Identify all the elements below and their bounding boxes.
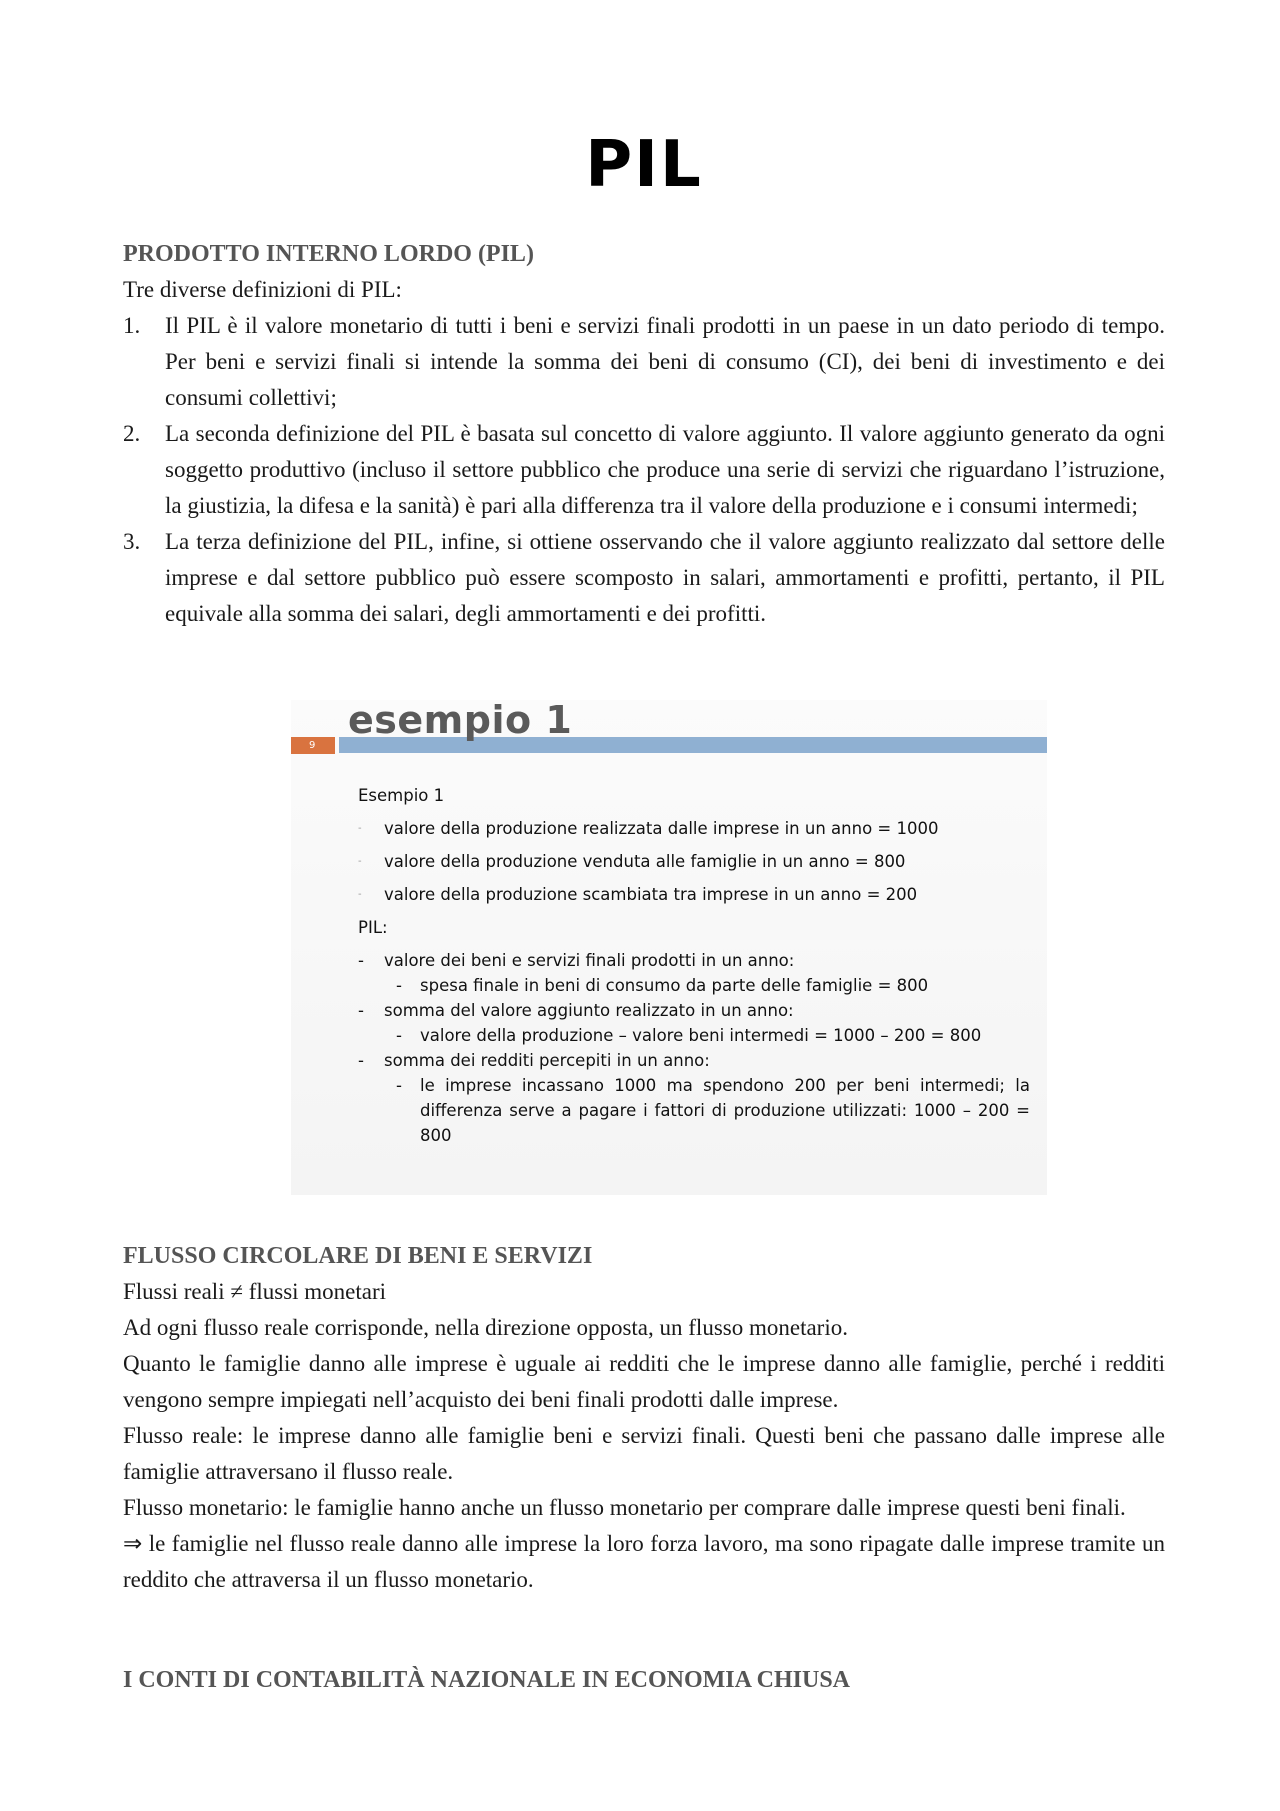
- slide-pil-subitem: - spesa finale in beni di consumo da parte delle famiglie = 800: [358, 973, 1030, 998]
- section-conti: [123, 1662, 1165, 1698]
- section-pil: [123, 236, 1165, 632]
- example-slide-image: [291, 700, 1047, 1195]
- bullet-icon: -: [358, 889, 362, 900]
- slide-body: [358, 786, 1030, 1148]
- slide-pil-label: PIL:: [358, 918, 388, 937]
- section-heading-conti: I CONTI DI CONTABILITÀ NAZIONALE IN ECONOMIA CHIUSA: [123, 1667, 851, 1693]
- dash-icon: -: [396, 1026, 402, 1045]
- item-text: La terza definizione del PIL, infine, si ottiene osservando che il valore aggiunto realizzato dal settore delle imprese e dal settore pubblico può essere scomposto in salari, ammortamenti e profitti, pertanto, il PIL equivale alla somma dei salari, degli ammortamenti e dei profitti.: [165, 529, 1165, 626]
- dash-icon: -: [396, 1076, 402, 1095]
- slide-number-badge: 9: [291, 737, 335, 754]
- slide-data-point: - valore della produzione realizzata dalle imprese in un anno = 1000: [358, 819, 939, 838]
- slide-pil-subitem: - valore della produzione – valore beni intermedi = 1000 – 200 = 800: [358, 1023, 1030, 1048]
- paragraph: Ad ogni flusso reale corrisponde, nella direzione opposta, un flusso monetario.: [123, 1315, 848, 1340]
- paragraph: ⇒ le famiglie nel flusso reale danno alle imprese la loro forza lavoro, ma sono ripagate dalle imprese tramite un reddito che attraversa il un flusso monetario.: [123, 1531, 1165, 1592]
- intro-text: Tre diverse definizioni di PIL:: [123, 277, 402, 302]
- dash-icon: -: [358, 1051, 364, 1070]
- slide-pil-item: - somma del valore aggiunto realizzato in un anno:: [358, 998, 1030, 1023]
- bullet-icon: -: [358, 823, 362, 834]
- paragraph: Flusso reale: le imprese danno alle famiglie beni e servizi finali. Questi beni che passano dalle imprese alle famiglie attraversano il flusso reale.: [123, 1423, 1165, 1484]
- paragraph: Flusso monetario: le famiglie hanno anche un flusso monetario per comprare dalle imprese questi beni finali.: [123, 1495, 1126, 1520]
- dash-icon: -: [396, 976, 402, 995]
- definition-item: [123, 524, 1165, 632]
- slide-pil-subitem: - le imprese incassano 1000 ma spendono 200 per beni intermedi; la differenza serve a pagare i fattori di produzione utilizzati: 1000 – 200 = 800: [358, 1073, 1030, 1148]
- bullet-icon: -: [358, 856, 362, 867]
- item-text: La seconda definizione del PIL è basata sul concetto di valore aggiunto. Il valore aggiunto generato da ogni soggetto produttivo (incluso il settore pubblico che produce una serie di servizi che riguardano l’istruzione, la giustizia, la difesa e la sanità) è pari alla differenza tra il valore della produzione e i consumi intermedi;: [165, 421, 1165, 518]
- paragraph: Quanto le famiglie danno alle imprese è uguale ai redditi che le imprese danno alle famiglie, perché i redditi vengono sempre impiegati nell’acquisto dei beni finali prodotti dalle imprese.: [123, 1351, 1165, 1412]
- section-flusso-circolare: [123, 1238, 1165, 1598]
- definition-item: [123, 416, 1165, 524]
- item-number: 3.: [123, 529, 141, 554]
- dash-icon: -: [358, 1001, 364, 1020]
- definitions-list: [123, 308, 1165, 632]
- section-heading-pil: PRODOTTO INTERNO LORDO (PIL): [123, 241, 534, 267]
- item-text: Il PIL è il valore monetario di tutti i beni e servizi finali prodotti in un paese in un dato periodo di tempo. Per beni e servizi finali si intende la somma dei beni di consumo (CI), dei beni di investimento e dei consumi collettivi;: [165, 313, 1165, 410]
- slide-pil-item: - somma dei redditi percepiti in un anno:: [358, 1048, 1030, 1073]
- slide-data-point: - valore della produzione venduta alle famiglie in un anno = 800: [358, 852, 906, 871]
- slide-pil-item: - valore dei beni e servizi finali prodotti in un anno:: [358, 948, 1030, 973]
- section-heading-flusso: FLUSSO CIRCOLARE DI BENI E SERVIZI: [123, 1243, 593, 1269]
- item-number: 2.: [123, 421, 141, 446]
- dash-icon: -: [358, 951, 364, 970]
- item-number: 1.: [123, 313, 141, 338]
- paragraph: Flussi reali ≠ flussi monetari: [123, 1279, 387, 1304]
- slide-title: esempio 1: [348, 698, 573, 742]
- definition-item: [123, 308, 1165, 416]
- slide-subtitle: Esempio 1: [358, 786, 445, 805]
- slide-data-point: - valore della produzione scambiata tra imprese in un anno = 200: [358, 885, 918, 904]
- page-title: PIL: [585, 128, 703, 202]
